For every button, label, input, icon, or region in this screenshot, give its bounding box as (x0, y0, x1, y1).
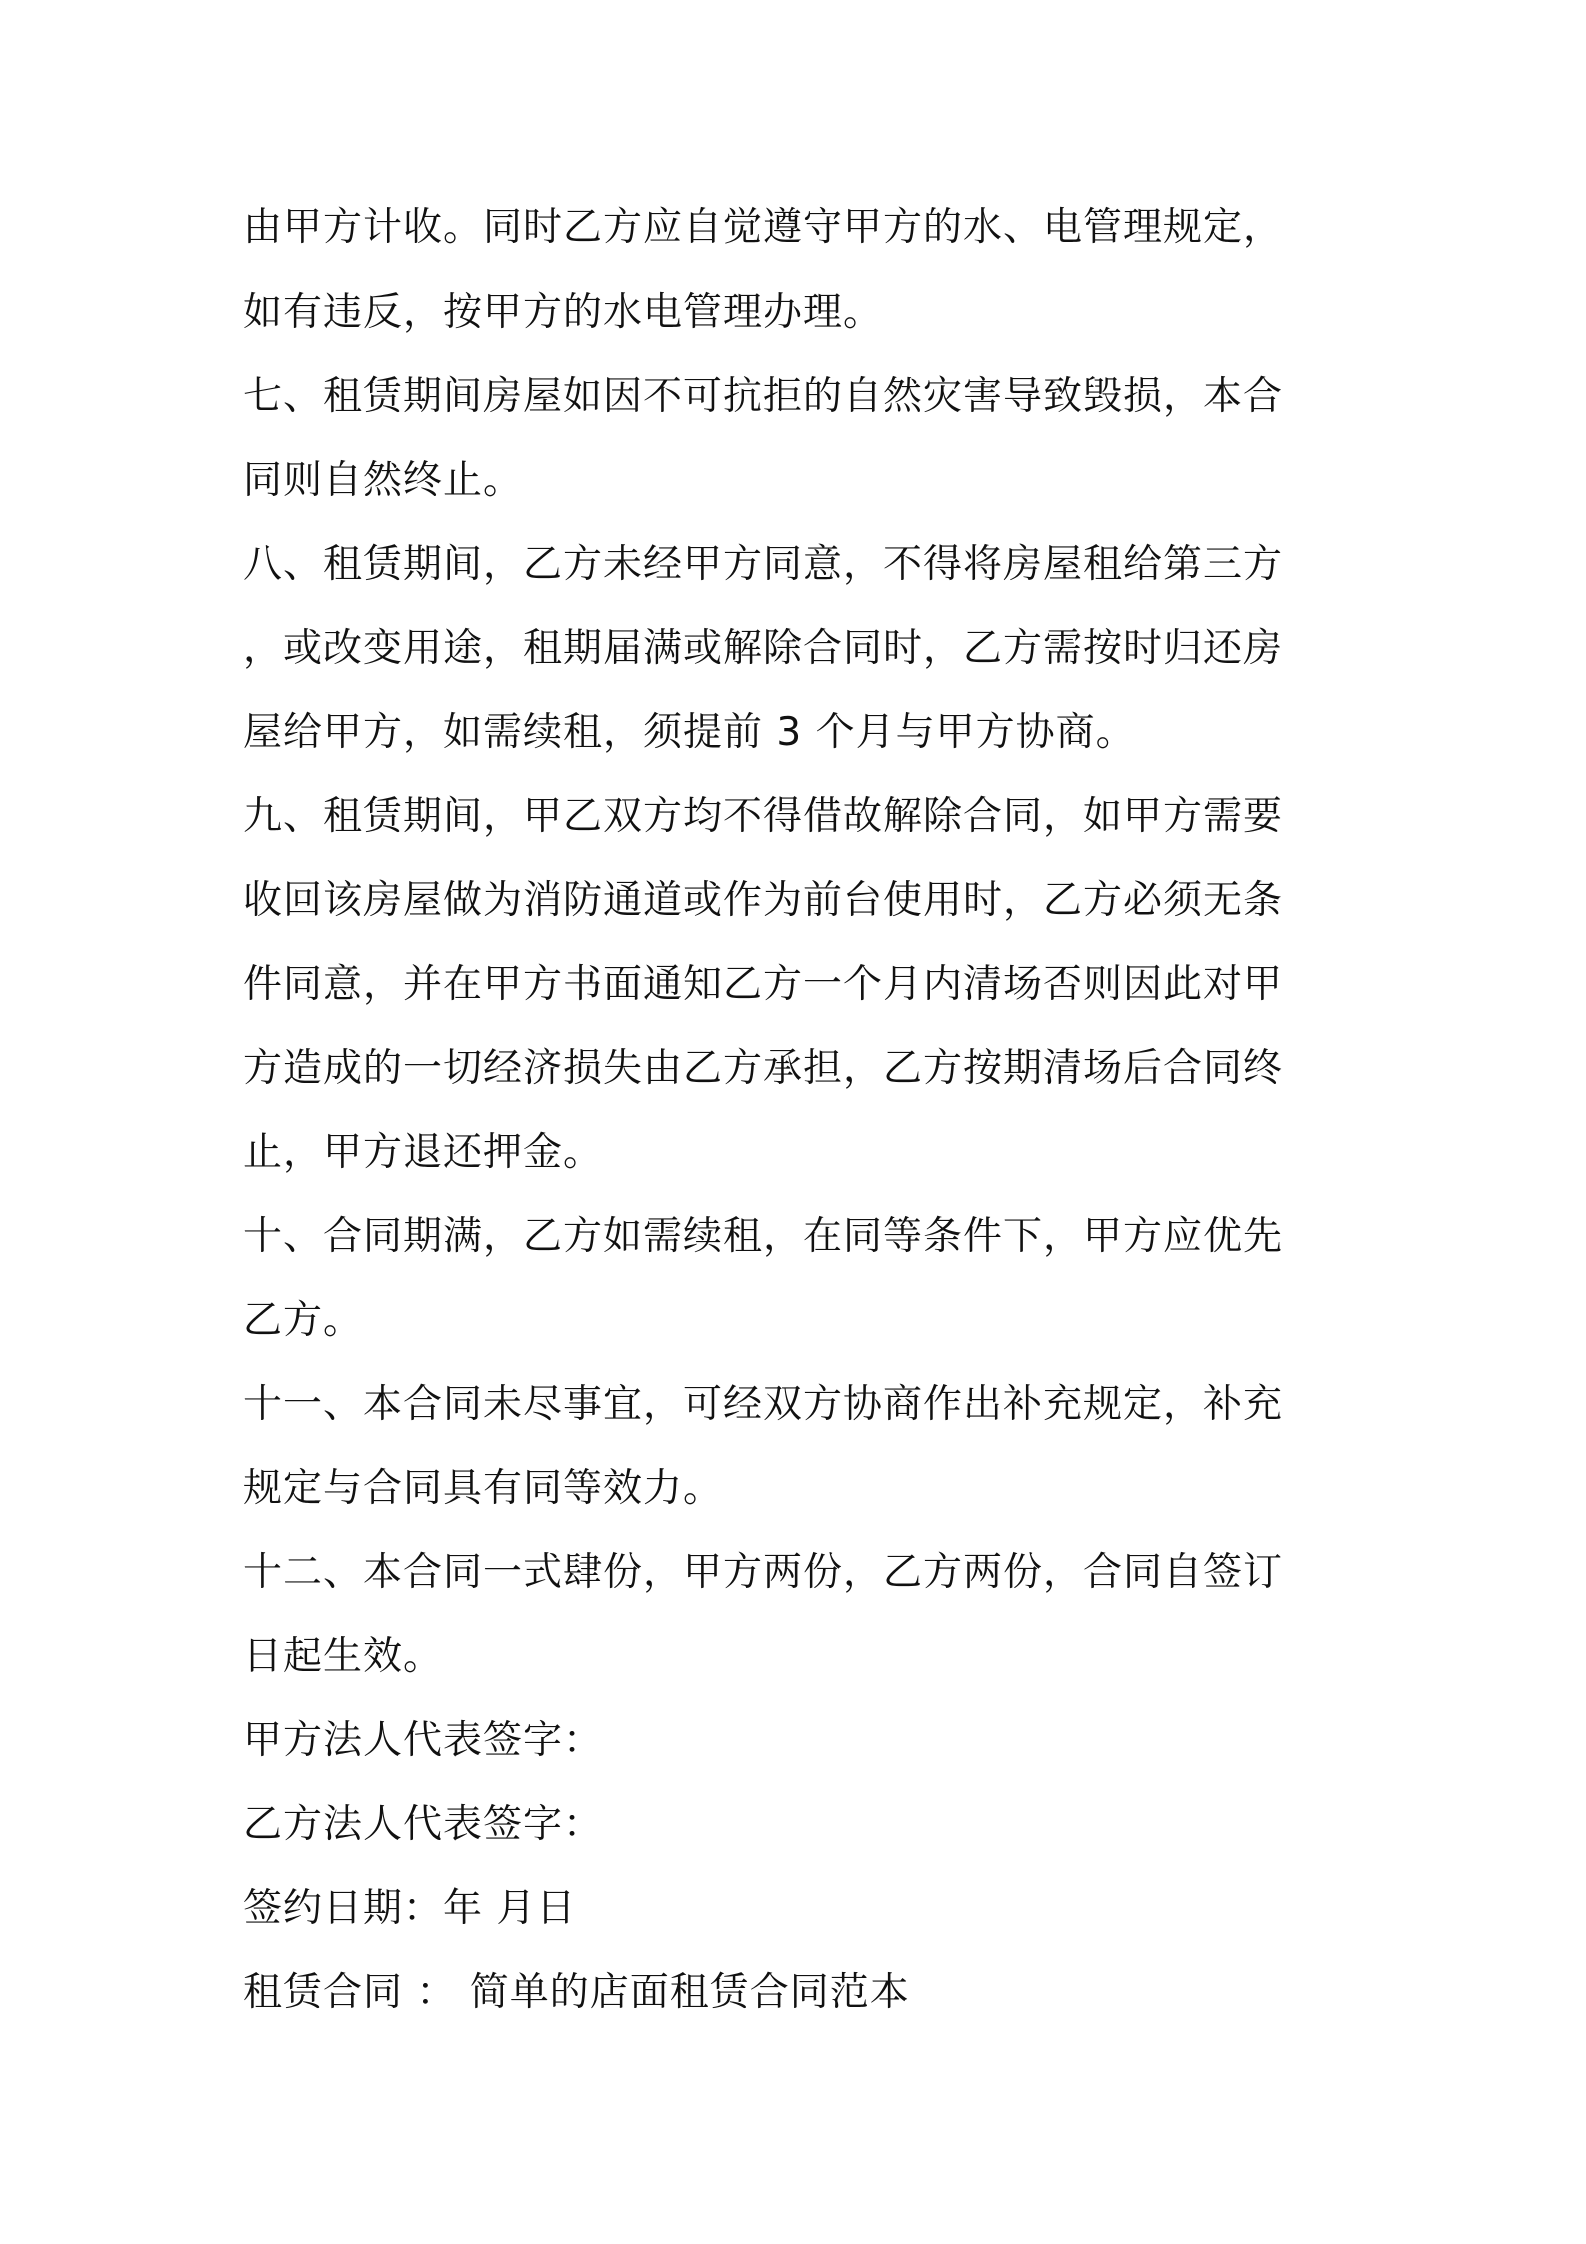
text-line: 如有违反，按甲方的水电管理办理。 (243, 290, 884, 335)
clause-11-line: 十一、本合同未尽事宜，可经双方协商作出补充规定，补充 (243, 1382, 1284, 1427)
party-a-signature-label: 甲方法人代表签字： (243, 1718, 604, 1763)
text-line: ，或改变用途，租期届满或解除合同时，乙方需按时归还房 (243, 626, 1284, 671)
text-line: 收回该房屋做为消防通道或作为前台使用时，乙方必须无条 (243, 878, 1284, 923)
clause-9-line: 九、租赁期间，甲乙双方均不得借故解除合同，如甲方需要 (243, 794, 1284, 839)
text-line: 由甲方计收。同时乙方应自觉遵守甲方的水、电管理规定， (243, 205, 1284, 250)
signing-date-label: 签约日期：年 月日 (243, 1886, 577, 1931)
text-line: 止，甲方退还押金。 (243, 1130, 604, 1175)
clause-7-line: 七、租赁期间房屋如因不可抗拒的自然灾害导致毁损，本合 (243, 374, 1284, 419)
text-line: 屋给甲方，如需续租，须提前 3 个月与甲方协商。 (243, 710, 1136, 755)
text-line: 日起生效。 (243, 1634, 444, 1679)
text-line: 同则自然终止。 (243, 458, 524, 503)
text-line: 方造成的一切经济损失由乙方承担，乙方按期清场后合同终 (243, 1046, 1284, 1091)
document-footer-title: 租赁合同 ： 简单的店面租赁合同范本 (243, 1970, 910, 2015)
text-line: 乙方。 (243, 1298, 364, 1343)
clause-8-line: 八、租赁期间，乙方未经甲方同意，不得将房屋租给第三方 (243, 542, 1284, 587)
text-line: 规定与合同具有同等效力。 (243, 1466, 724, 1511)
clause-10-line: 十、合同期满，乙方如需续租，在同等条件下，甲方应优先 (243, 1214, 1284, 1259)
text-line: 件同意，并在甲方书面通知乙方一个月内清场否则因此对甲 (243, 962, 1284, 1007)
clause-12-line: 十二、本合同一式肆份，甲方两份，乙方两份，合同自签订 (243, 1550, 1284, 1595)
party-b-signature-label: 乙方法人代表签字： (243, 1802, 604, 1847)
